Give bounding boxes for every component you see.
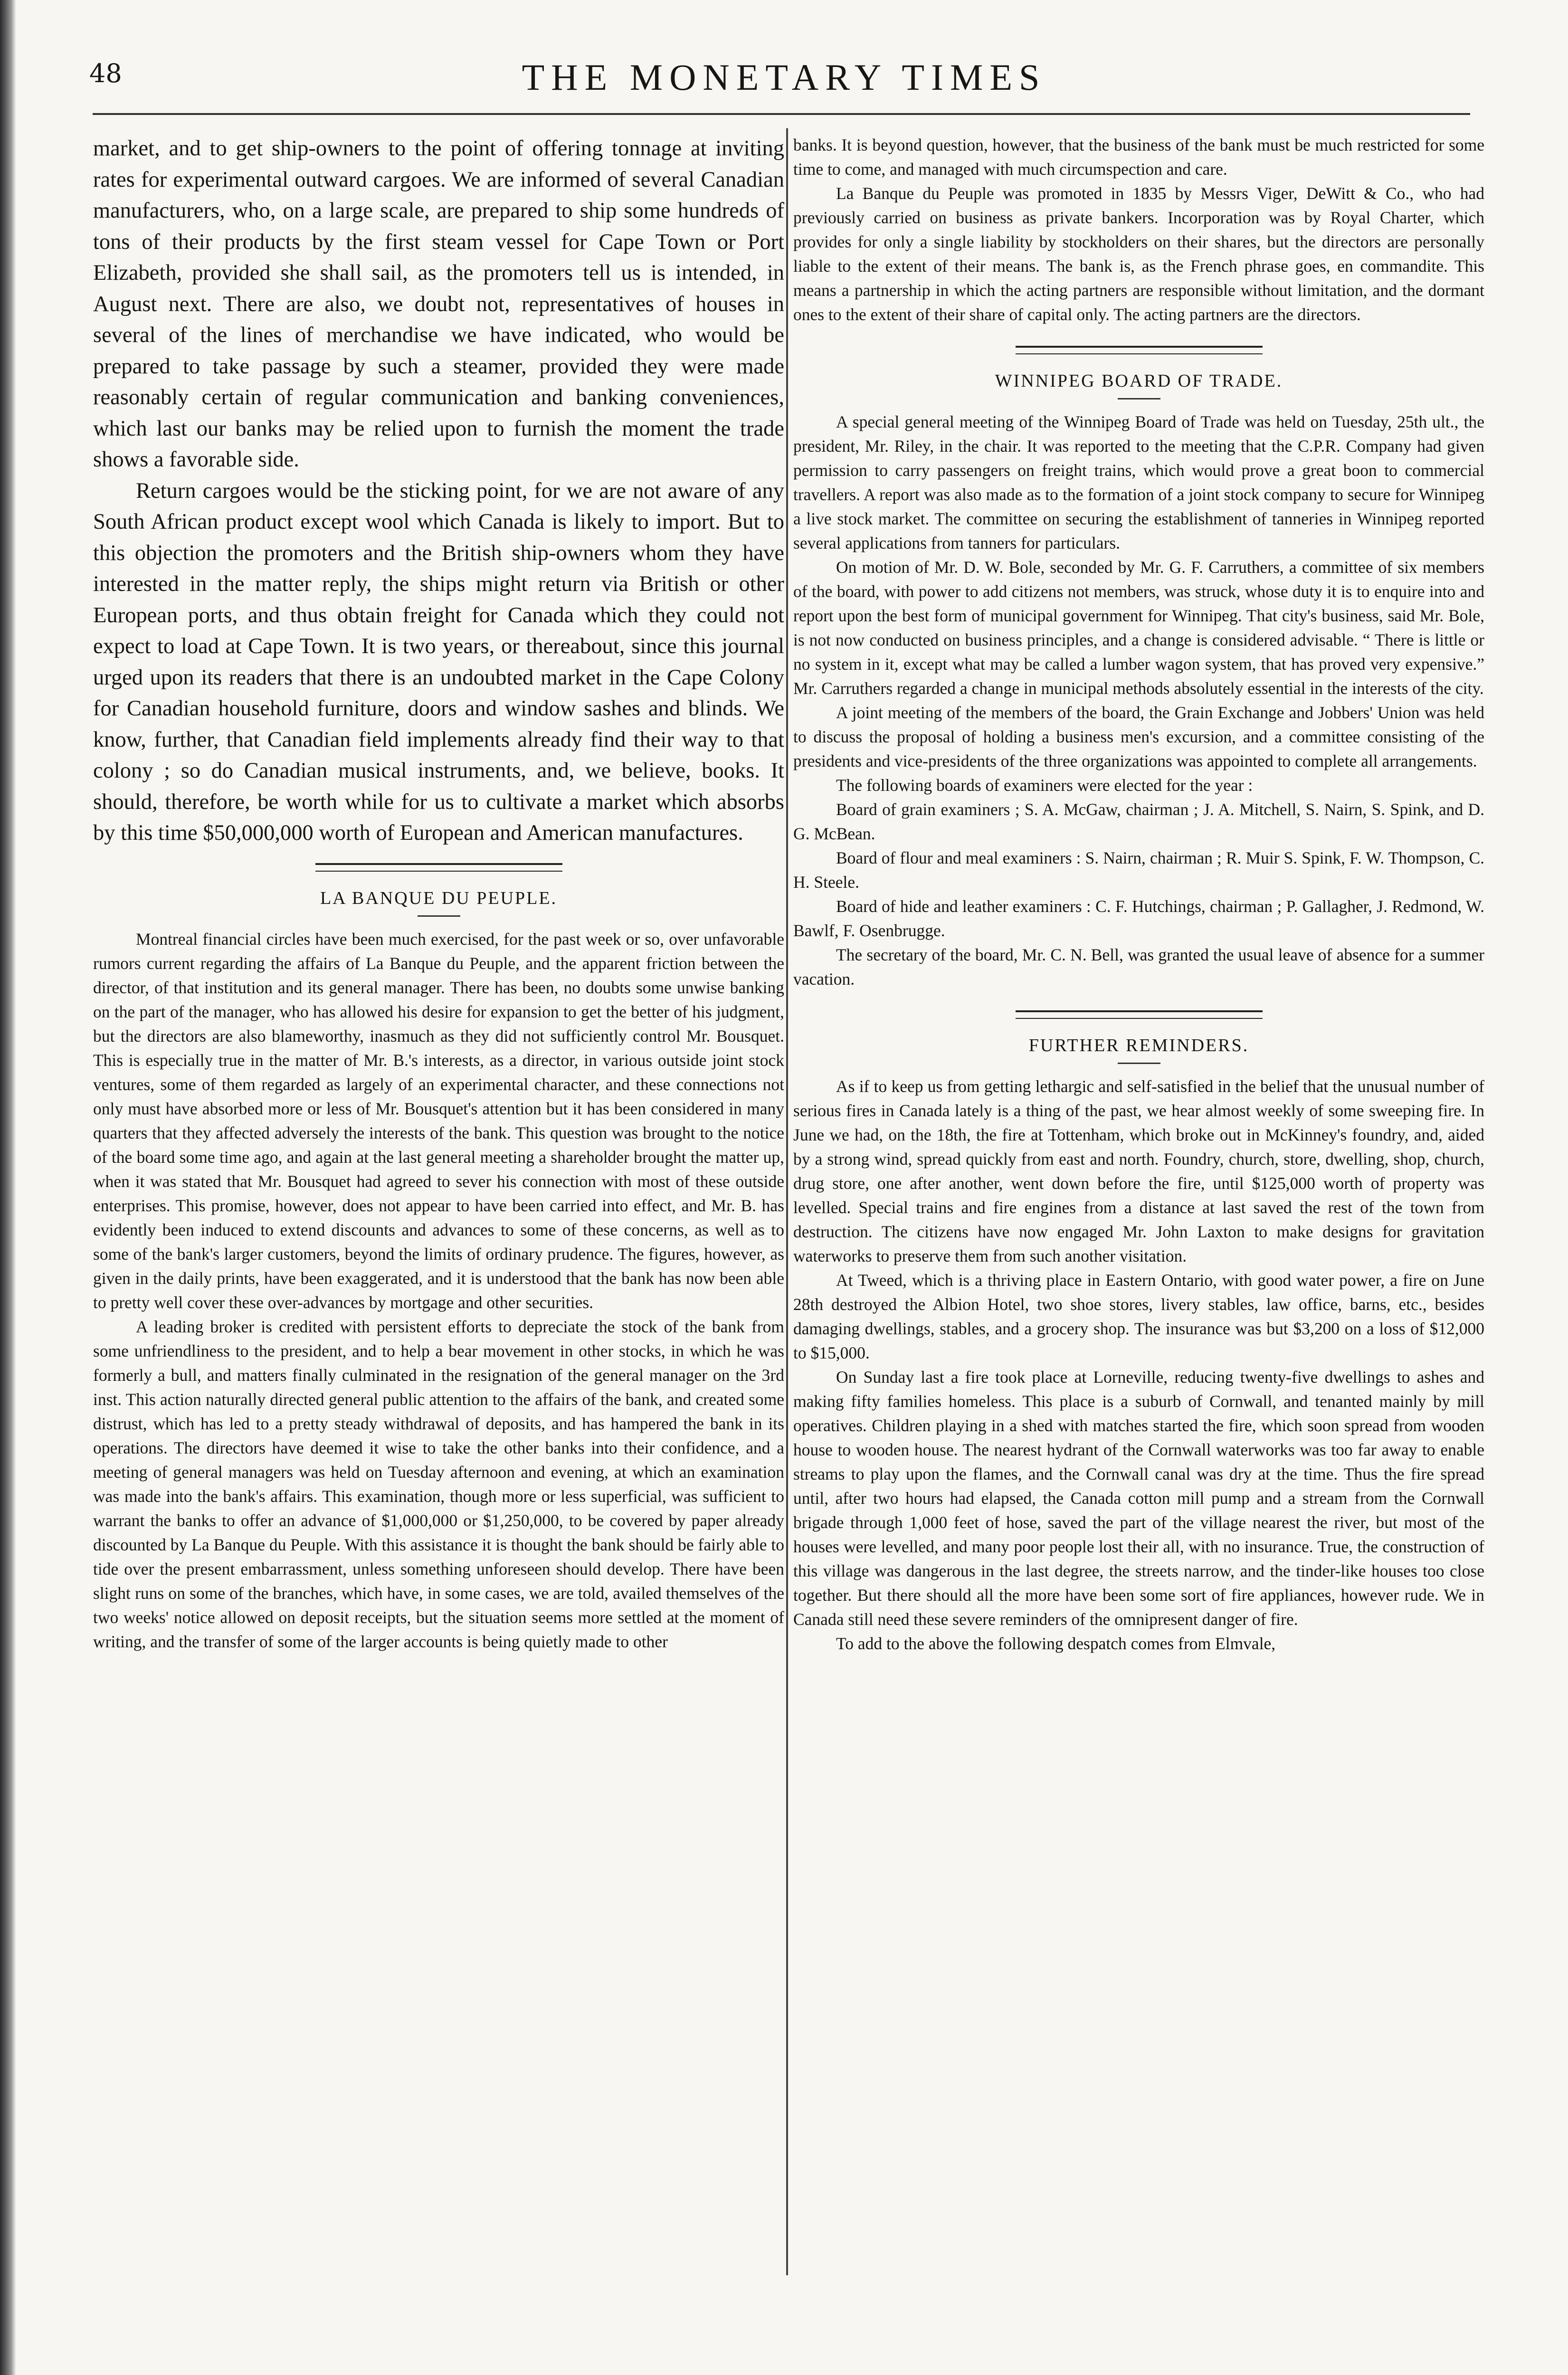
paragraph: The following boards of examiners were elected for the year : xyxy=(836,776,1253,795)
title-dash xyxy=(418,915,460,917)
paragraph: A leading broker is credited with persistent efforts to depreciate the stock of the bank from some unfriendliness to the president, and to help a bear movement in other stocks, in which he was formerly a bull, and matters finally culminated in the resignation of the general manager on the 3rd inst. This action naturally directed general public attention to the affairs of the bank, and created some distrust, which has led to a pretty steady withdrawal of deposits, and has hampered the bank in its operations. The directors have deemed it wise to take the other banks into their confidence, and a meeting of general managers was held on Tuesday afternoon and evening, at which an examination was made into the bank's affairs. This examination, though more or less superficial, was sufficient to warrant the banks to offer an advance of $1,000,000 or $1,250,000, to be covered by paper already discounted by La Banque du Peuple. With this assistance it is thought the bank should be fairly able to tide over the present embarrassment, unless something unforeseen should develop. There have been slight runs on some of the branches, which have, in some cases, we are told, availed themselves of the two weeks' notice allowed on deposit receipts, but the situation seems more settled at the moment of writing, and the transfer of some of the larger accounts is being quietly made to other xyxy=(93,1317,784,1651)
paragraph: On motion of Mr. D. W. Bole, seconded by Mr. G. F. Carruthers, a committee of six members of the board, with power to add citizens not members, was struck, whose duty it is to enquire into and report upon the best form of municipal government for Winnipeg. That city's business, said Mr. Bole, is not now conducted on business principles, and a change is considered advisable. “ There is little or no system in it, except what may be called a lumber wagon system, that has proved very expensive.” Mr. Carruthers regarded a change in municipal methods absolutely essential in the interests of the city. xyxy=(793,558,1484,698)
section-separator xyxy=(315,863,562,872)
section-title: FURTHER REMINDERS. xyxy=(1028,1036,1249,1055)
paragraph: Board of flour and meal examiners : S. Nairn, chairman ; R. Muir S. Spink, F. W. Thompson, C. H. Steele. xyxy=(793,848,1484,892)
paragraph: A special general meeting of the Winnipeg Board of Trade was held on Tuesday, 25th ult., the president, Mr. Riley, in the chair. It was reported to the meeting that the C.P.R. Company had given permission to carry passengers on freight trains, which would prove a great boon to commercial travellers. A report was also made as to the formation of a joint stock company to secure for Winnipeg a live stock market. The committee on securing the establishment of tanneries in Winnipeg reported several applications from tanners for particulars. xyxy=(793,412,1484,552)
title-dash xyxy=(1118,398,1160,399)
section-title: WINNIPEG BOARD OF TRADE. xyxy=(995,371,1283,391)
article-banque-continued xyxy=(793,133,1484,327)
paragraph: A joint meeting of the members of the board, the Grain Exchange and Jobbers' Union was held to discuss the proposal of holding a business men's excursion, and a committee consisting of the presidents and vice-presidents of the three organizations was appointed to complete all arrangements. xyxy=(793,703,1484,770)
right-column xyxy=(793,133,1484,1656)
header-rule xyxy=(93,113,1470,115)
article-winnipeg-board xyxy=(793,369,1484,991)
page-binding-edge xyxy=(0,0,16,2375)
paragraph: On Sunday last a fire took place at Lorneville, reducing twenty-five dwellings to ashes and making fifty families homeless. This place is a suburb of Cornwall, and tenanted mainly by mill operatives. Children playing in a shed with matches started the fire, which soon spread from wooden house to wooden house. The nearest hydrant of the Cornwall waterworks was too far away to enable streams to play upon the flames, and the Cornwall canal was dry at the time. Thus the fire spread until, after two hours had elapsed, the Canada cotton mill pump and a stream from the Cornwall brigade through 1,000 feet of hose, saved the part of the village nearest the river, but most of the houses were levelled, and many poor people lost their all, with no insurance. True, the construction of this village was dangerous in the last degree, the streets narrow, and the tinder-like houses too close together. But there should all the more have been some sort of fire appliances, however rude. We in Canada still need these severe reminders of the omnipresent danger of fire. xyxy=(793,1368,1484,1629)
paragraph: Board of grain examiners ; S. A. McGaw, chairman ; J. A. Mitchell, S. Nairn, S. Spink, and D. G. McBean. xyxy=(793,800,1484,843)
paragraph: banks. It is beyond question, however, that the business of the bank must be much restricted for some time to come, and managed with much circumspection and care. xyxy=(793,135,1484,179)
section-title: LA BANQUE DU PEUPLE. xyxy=(320,888,558,908)
paragraph: market, and to get ship-owners to the point of offering tonnage at inviting rates for experimental outward cargoes. We are informed of several Canadian manufacturers, who, on a large scale, are prepared to ship some hundreds of tons of their products by the first steam vessel for Cape Town or Port Elizabeth, provided she shall sail, as the promoters tell us is intended, in August next. There are also, we doubt not, representatives of houses in several of the lines of merchandise we have indicated, who would be prepared to take passage by such a steamer, provided they were made reasonably certain of regular communication and banking conveniences, which last our banks may be relied upon to furnish the moment the trade shows a favorable side. xyxy=(93,136,784,472)
title-dash xyxy=(1118,1063,1160,1064)
paragraph: Montreal financial circles have been much exercised, for the past week or so, over unfavorable rumors current regarding the affairs of La Banque du Peuple, and the apparent friction between the director, of that institution and its general manager. There has been, no doubts some unwise banking on the part of the manager, who has allowed his desire for expansion to get the better of his judgment, but the directors are also blameworthy, inasmuch as they did not sufficiently control Mr. Bousquet. This is especially true in the matter of Mr. B.'s interests, as a director, in various outside joint stock ventures, some of them regarded as largely of an experimental character, and these connections not only must have absorbed more or less of Mr. Bousquet's attention but it has been considered in many quarters that they affected adversely the interests of the bank. This question was brought to the notice of the board some time ago, and again at the last general meeting a shareholder brought the matter up, when it was stated that Mr. Bousquet had agreed to sever his connection with most of these outside enterprises. This promise, however, does not appear to have been carried into effect, and Mr. B. has evidently been induced to extend discounts and advances to some of these concerns, as well as to some of the bank's larger customers, beyond the limits of ordinary prudence. The figures, however, as given in the daily prints, have been exaggerated, and it is understood that the bank has now been able to pretty well cover these over-advances by mortgage and other securities. xyxy=(93,929,784,1312)
paragraph: As if to keep us from getting lethargic and self-satisfied in the belief that the unusual number of serious fires in Canada lately is a thing of the past, we hear almost weekly of some sweeping fire. In June we had, on the 18th, the fire at Tottenham, which broke out in McKinney's foundry, and, aided by a strong wind, spread quickly from east and north. Foundry, church, store, dwelling, shop, church, drug store, one after another, went down before the fire, until $125,000 worth of property was levelled. Special trains and fire engines from a distance at last saved the rest of the town from destruction. The citizens have now engaged Mr. John Laxton to make designs for gravitation waterworks to preserve them from such another visitation. xyxy=(793,1077,1484,1265)
article-cape-trade xyxy=(93,133,784,849)
article-banque-du-peuple xyxy=(93,886,784,1654)
section-separator xyxy=(1016,1010,1263,1019)
column-rule xyxy=(786,128,788,2275)
paragraph: Board of hide and leather examiners : C. F. Hutchings, chairman ; P. Gallagher, J. Redmond, W. Bawlf, F. Osenbrugge. xyxy=(793,897,1484,940)
left-column xyxy=(93,133,784,1654)
article-further-reminders xyxy=(793,1033,1484,1656)
paragraph: To add to the above the following despatch comes from Elmvale, xyxy=(836,1634,1276,1653)
paragraph: La Banque du Peuple was promoted in 1835 by Messrs Viger, DeWitt & Co., who had previously carried on business as private bankers. Incorporation was by Royal Charter, which provides for only a single liability by stockholders on their shares, but the directors are personally liable to the extent of their means. The bank is, as the French phrase goes, en commandite. This means a partnership in which the acting partners are responsible without limitation, and the dormant ones to the extent of their share of capital only. The acting partners are the directors. xyxy=(793,184,1484,324)
paragraph: The secretary of the board, Mr. C. N. Bell, was granted the usual leave of absence for a summer vacation. xyxy=(793,945,1484,988)
section-separator xyxy=(1016,346,1263,354)
paragraph: At Tweed, which is a thriving place in Eastern Ontario, with good water power, a fire on June 28th destroyed the Albion Hotel, two shoe stores, livery stables, law office, barns, etc., besides damaging dwellings, stables, and a grocery shop. The insurance was but $3,200 on a loss of $12,000 to $15,000. xyxy=(793,1271,1484,1362)
masthead: THE MONETARY TIMES xyxy=(522,57,1046,98)
page-number: 48 xyxy=(89,58,122,88)
paragraph: Return cargoes would be the sticking point, for we are not aware of any South African product except wool which Canada is likely to import. But to this objection the promoters and the British ship-owners whom they have interested in the matter reply, the ships might return via British or other European ports, and thus obtain freight for Canada which they could not expect to load at Cape Town. It is two years, or thereabout, since this journal urged upon its readers that there is an undoubted market in the Cape Colony for Canadian household furniture, doors and window sashes and blinds. We know, further, that Canadian field implements already find their way to that colony ; so do Canadian musical instruments, and, we believe, books. It should, therefore, be worth while for us to cultivate a market which absorbs by this time $50,000,000 worth of European and American manufactures. xyxy=(93,478,784,845)
